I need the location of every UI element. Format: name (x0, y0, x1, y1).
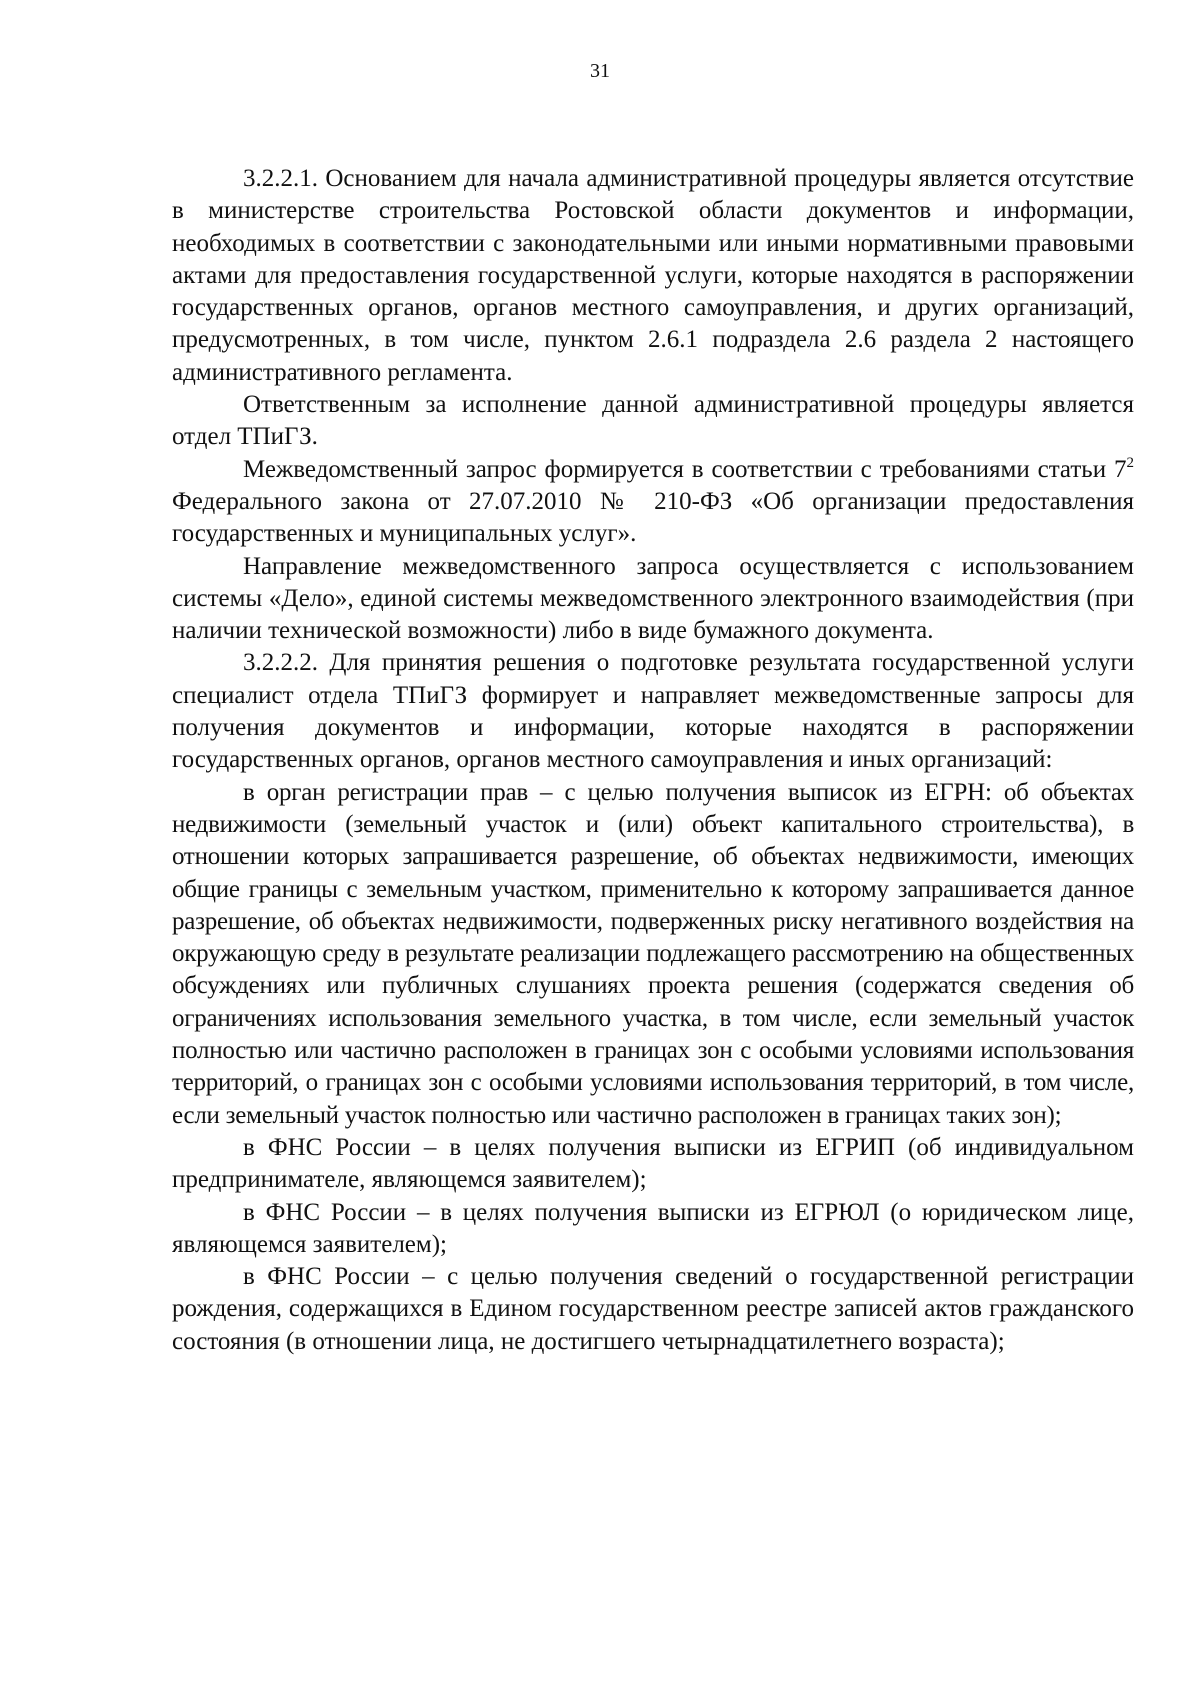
page-number: 31 (590, 60, 610, 82)
law-text-part-2: Федерального закона от 27.07.2010 № 210-ФЗ «Об организации предоставления государственных и муниципальных услуг». (172, 487, 1134, 548)
article-superscript: 2 (1126, 454, 1134, 471)
law-text-part-1: Межведомственный запрос формируется в соответствии с требованиями статьи 7 (243, 455, 1127, 483)
paragraph-3-2-2-1: 3.2.2.1. Основанием для начала административной процедуры является отсутствие в министерстве строительства Ростовской области документов и информации, необходимых в соответствии с законодательными или иными нормативными правовыми актами для предоставления государственной услуги, которые находятся в распоряжении государственных органов, органов местного самоуправления, и других организаций, предусмотренных, в том числе, пунктом 2.6.1 подраздела 2.6 раздела 2 настоящего административного регламента. (172, 165, 1134, 386)
paragraph-registration-authority: в орган регистрации прав – с целью получения выписок из ЕГРН: об объектах недвижимости (земельный участок и (или) объект капитального строительства), в отношении которых запрашивается разрешение, об объектах недвижимости, имеющих общие границы с земельным участком, применительно к которому запрашивается данное разрешение, об объектах недвижимости, подверженных риску негативного воздействия на окружающую среду в результате реализации подлежащего рассмотрению на общественных обсуждениях или публичных слушаниях проекта решения (содержатся сведения об ограничениях использования земельного участка, в том числе, если земельный участок полностью или частично расположен в границах зон с особыми условиями использования территорий, о границах зон с особыми условиями использования территорий, в том числе, если земельный участок полностью или частично расположен в границах таких зон); (172, 778, 1134, 1129)
paragraph-fns-egrip: в ФНС России – в целях получения выписки из ЕГРИП (об индивидуальном предпринимателе, являющемся заявителем); (172, 1133, 1134, 1194)
paragraph-3-2-2-2: 3.2.2.2. Для принятия решения о подготовке результата государственной услуги специалист отдела ТПиГЗ формирует и направляет межведомственные запросы для получения документов и информации, которые находятся в распоряжении государственных органов, органов местного самоуправления и иных организаций: (172, 649, 1134, 774)
paragraph-responsible-department: Ответственным за исполнение данной административной процедуры является отдел ТПиГЗ. (172, 391, 1134, 451)
paragraph-fns-birth-registration: в ФНС России – с целью получения сведений о государственной регистрации рождения, содержащихся в Едином государственном реестре записей актов гражданского состояния (в отношении лица, не достигшего четырнадцатилетнего возраста); (172, 1263, 1134, 1355)
paragraph-interagency-request-law (172, 454, 1134, 551)
paragraph-fns-egrul: в ФНС России – в целях получения выписки из ЕГРЮЛ (о юридическом лице, являющемся заявителем); (172, 1198, 1134, 1258)
paragraph-request-delivery: Направление межведомственного запроса осуществляется с использованием системы «Дело», единой системы межведомственного электронного взаимодействия (при наличии технической возможности) либо в виде бумажного документа. (172, 552, 1134, 645)
document-body (172, 163, 1134, 1358)
